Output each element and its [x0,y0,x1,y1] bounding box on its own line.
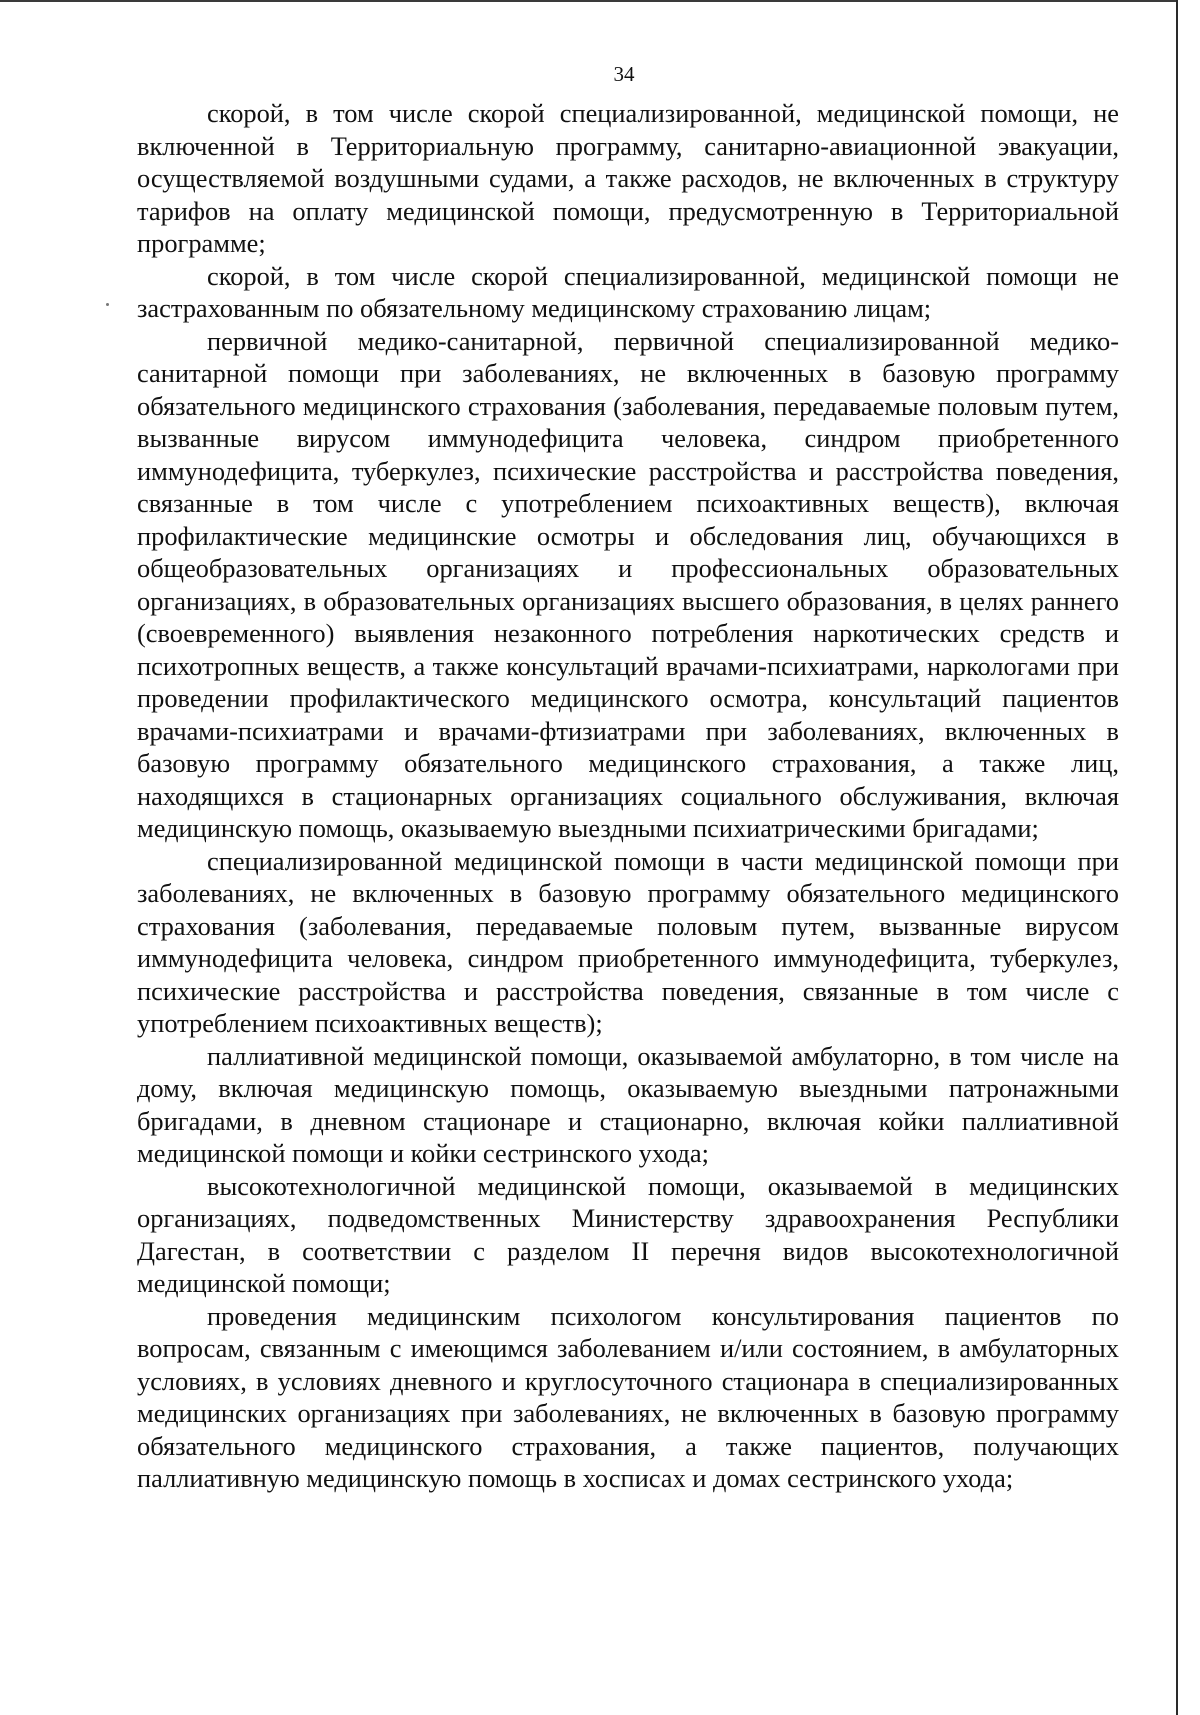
paragraph-primary-care: первичной медико-санитарной, первичной специализированной медико-санитарной помощи при заболеваниях, не включенных в базовую программу обязательного медицинского страхования (заболевания, передаваемые половым путем, вызванные вирусом иммунодефицита человека, синдром приобретенного иммунодефицита, туберкулез, психические расстройства и расстройства поведения, связанные в том числе с употреблением психоактивных веществ), включая профилактические медицинские осмотры и обследования лиц, обучающихся в общеобразовательных организациях и профессиональных образовательных организациях, в образовательных организациях высшего образования, в целях раннего (своевременного) выявления незаконного потребления наркотических средств и психотропных веществ, а также консультаций врачами-психиатрами, наркологами при проведении профилактического медицинского осмотра, консультаций пациентов врачами-психиатрами и врачами-фтизиатрами при заболеваниях, включенных в базовую программу обязательного медицинского страхования, а также лиц, находящихся в стационарных организациях социального обслуживания, включая медицинскую помощь, оказываемую выездными психиатрическими бригадами; [137,325,1119,843]
paragraph-palliative-care: паллиативной медицинской помощи, оказываемой амбулаторно, в том числе на дому, включая медицинскую помощь, оказываемую выездными патронажными бригадами, в дневном стационаре и стационарно, включая койки паллиативной медицинской помощи и койки сестринского ухода; [137,1040,1119,1168]
paragraph-ambulance-not-included: скорой, в том числе скорой специализированной, медицинской помощи, не включенной в Территориальную программу, санитарно-авиационной эвакуации, осуществляемой воздушными судами, а также расходов, не включенных в структуру тарифов на оплату медицинской помощи, предусмотренную в Территориальной программе; [137,98,1119,258]
scan-speck [106,303,109,306]
page-number: 34 [613,62,635,86]
scan-right-edge [1176,0,1178,1715]
paragraph-ambulance-uninsured: скорой, в том числе скорой специализированной, медицинской помощи не застрахованным по обязательному медицинскому страхованию лицам; [137,260,1119,323]
paragraph-specialized-care: специализированной медицинской помощи в части медицинской помощи при заболеваниях, не включенных в базовую программу обязательного медицинского страхования (заболевания, передаваемые половым путем, вызванные вирусом иммунодефицита человека, синдром приобретенного иммунодефицита, туберкулез, психические расстройства и расстройства поведения, связанные в том числе с употреблением психоактивных веществ); [137,845,1119,1038]
scan-top-edge [0,0,1178,2]
paragraph-psychologist-consulting: проведения медицинским психологом консультирования пациентов по вопросам, связанным с имеющимся заболеванием и/или состоянием, в амбулаторных условиях, в условиях дневного и круглосуточного стационара в специализированных медицинских организациях при заболеваниях, не включенных в базовую программу обязательного медицинского страхования, а также пациентов, получающих паллиативную медицинскую помощь в хосписах и домах сестринского ухода; [137,1300,1119,1493]
document-body [137,97,1119,1495]
paragraph-high-tech-care: высокотехнологичной медицинской помощи, оказываемой в медицинских организациях, подведомственных Министерству здравоохранения Республики Дагестан, в соответствии с разделом II перечня видов высокотехнологичной медицинской помощи; [137,1170,1119,1298]
